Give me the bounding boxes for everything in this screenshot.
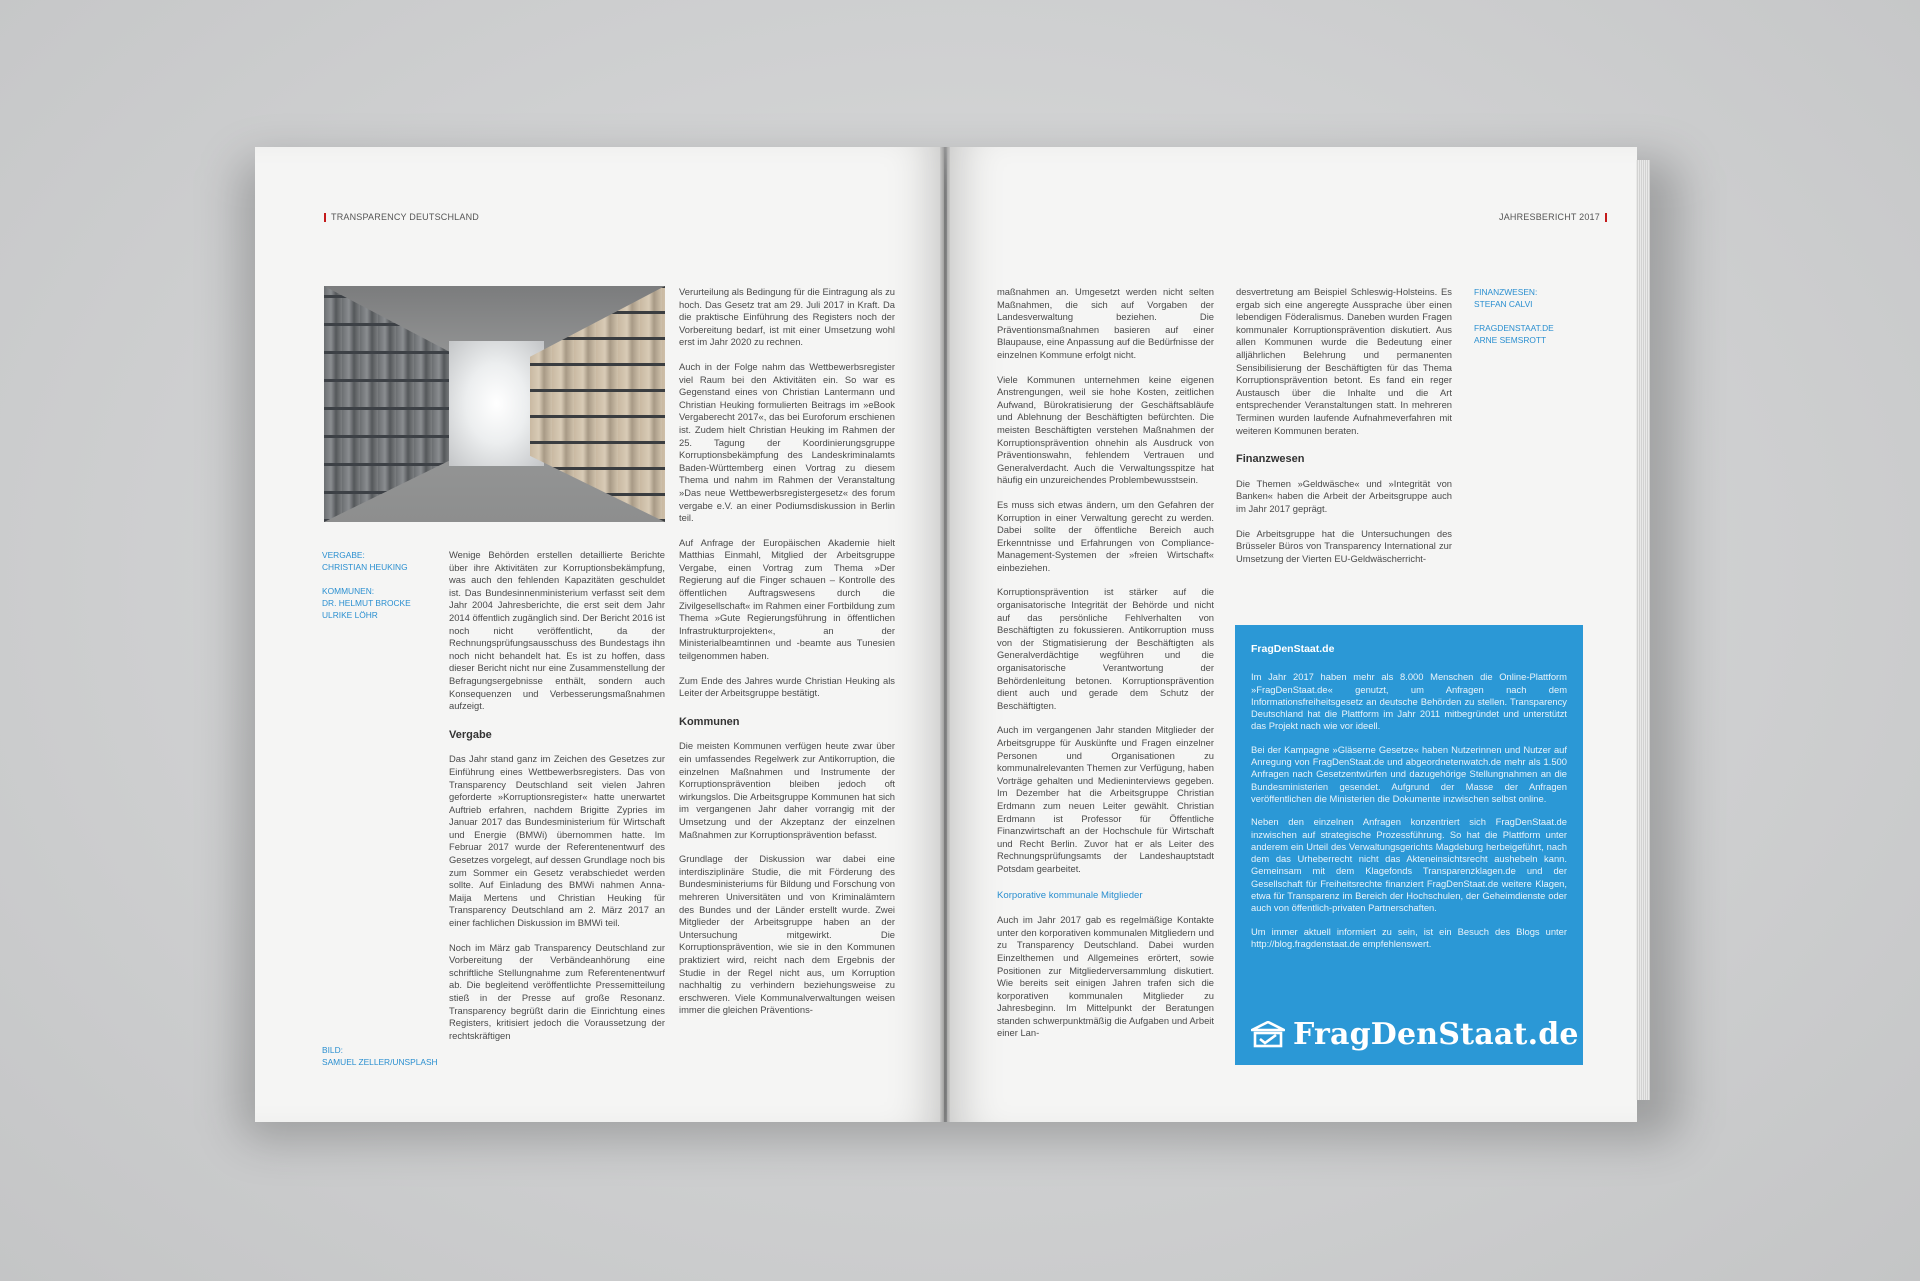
aisle-light: [449, 341, 544, 466]
paragraph: Die Arbeitsgruppe hat die Untersuchungen des Brüsseler Büros von Transparency International zur Umsetzung der Vierten EU-Geldwäscherricht-: [1236, 527, 1452, 564]
building-icon: [1251, 1021, 1285, 1049]
paragraph: Auch im vergangenen Jahr standen Mitglieder der Arbeitsgruppe für Auskünfte und Fragen einzelner Personen und Organisationen zu kommunalrelevanten Themen zur Verfügung, haben Vorträge gehalten und Medieninterviews gegeben. Im Dezember hat die Arbeitsgruppe Christian Erdmann zum neuen Leiter gewählt. Christian Erdmann ist Professor für Öffentliche Finanzwirtschaft an der Hochschule für Wirtschaft und Recht Berlin. Zuvor hat er als Leiter des Rechnungsprüfungsamts der Landeshauptstadt Potsdam gearbeitet.: [997, 724, 1214, 874]
paragraph: Noch im März gab Transparency Deutschland zur Vorbereitung der Verbändeanhörung eine schriftliche Stellungnahme zum Referentenentwurf ab. Die begleitend veröffentlichte Pressemitteilung stieß in der Presse auf große Resonanz. Transparency begrüßt darin die Einrichtung eines Registers, kritisiert jedoch die Voraussetzung der rechtskräftigen: [449, 941, 665, 1041]
side-note-role: KOMMUNEN:: [322, 586, 375, 596]
paragraph: maßnahmen an. Umgesetzt werden nicht selten Maßnahmen, die sich auf Vorgaben der Landesverwaltung beziehen. Die Präventionsmaßnahmen basieren auf einer Blaupause, eine Anpassung auf die Bedürfnisse der einzelnen Kommune erfolgt nicht.: [997, 286, 1214, 360]
image-credit: [322, 1044, 442, 1068]
paragraph: Es muss sich etwas ändern, um den Gefahren der Korruption in einer Verwaltung gerecht zu werden. Dabei sollte der öffentliche Bereich auch Erkenntnisse und Erfahrungen von Compliance-Management-Systemen der »freien Wirtschaft« einbeziehen.: [997, 498, 1214, 573]
archive-shelves-photo: [324, 286, 665, 522]
spine-gutter: [940, 147, 950, 1122]
running-head-right: [1499, 212, 1607, 222]
paragraph: Viele Kommunen unternehmen keine eigenen Anstrengungen, weil sie hohe Kosten, zeitlichen Aufwand, Bürokratisierung der Geschäftsabläufe und Ablehnung der Beschäftigten befürchten. Die meisten Beschäftigten verstehen Maßnahmen der Korruptionsprävention ohnehin als Ausdruck von Präventionswahn, fehlendem Vertrauen und Generalverdacht. Auch die Verwaltungsspitze hat häufig ein unzureichendes Problembewusstsein.: [997, 373, 1214, 486]
box-title: FragDenStaat.de: [1251, 643, 1335, 655]
shelf-right: [530, 286, 665, 522]
subheading-korporative: Korporative kommunale Mitglieder: [997, 889, 1143, 901]
page-edges: [1636, 160, 1650, 1100]
logo-wordmark: FragDenStaat.de: [1293, 1016, 1579, 1052]
left-side-notes: [322, 549, 422, 621]
image-credit-label: BILD:: [322, 1045, 343, 1055]
paragraph: Grundlage der Diskussion war dabei eine interdisziplinäre Studie, die mit Förderung des Bundesministeriums für Bildung und Forschung von mehreren Universitäten und von Kriminalämtern des Bundes und der Länder erstellt wurde. Zwei Mitglieder der Arbeitsgruppe haben an der Untersuchung mitgewirkt. Die Korruptionsprävention, wie sie in den Kommunen praktiziert wird, reicht nach dem Ergebnis der Studie in der Regel nicht aus, um Korruption nachhaltig zu verhindern beziehungsweise zu erschweren. Viele Kommunalverwaltungen weisen immer die gleichen Präventions-: [679, 853, 895, 1016]
side-note-person: STEFAN CALVI: [1474, 299, 1533, 309]
image-credit-name: SAMUEL ZELLER/UNSPLASH: [322, 1057, 438, 1067]
paragraph: Auch im Jahr 2017 gab es regelmäßige Kontakte unter den korporativen kommunalen Mitgliedern und zu Transparency Deutschland. Dabei wurden Einzelthemen und Allgemeines erörtert, sowie Positionen zur Mitgliederversammlung diskutiert. Wie bereits seit einigen Jahren trafen sich die korporativen kommunalen Mitglieder zu Jahresbeginn. Im Mittelpunkt der Beratungen standen schwerpunktmäßig die Aufgaben und Arbeit einer Lan-: [997, 914, 1214, 1039]
paragraph: Im Jahr 2017 haben mehr als 8.000 Menschen die Online-Plattform »FragDenStaat.de« genutzt, um Anfragen nach dem Informationsfreiheitsgesetz an deutsche Behörden zu stellen. Transparency Deutschland hat die Plattform im Jahr 2011 mitbegründet und unterstützt das Projekt nach wie vor ideell.: [1251, 671, 1567, 732]
paragraph: Das Jahr stand ganz im Zeichen des Gesetzes zur Einführung eines Wettbewerbsregisters. Das von Transparency Deutschland seit vielen Jahren geforderte »Korruptionsregister« hatte unerwartet Auftrieb erfahren, nachdem Brigitte Zypries im Januar 2017 das Bundesministerium für Wirtschaft und Energie (BMWi) übernommen hatte. Im Februar 2017 wurde der Referentenentwurf des Gesetzes vorgelegt, auf dessen Grundlage noch bis zum Sommer ein Gesetz verabschiedet werden sollte. Auf Einladung des BMWi nahmen Anna-Maija Mertens und Christian Heuking für Transparency Deutschland am 2. März 2017 an einer fachlichen Diskussion im BMWi teil.: [449, 753, 665, 929]
paragraph: Auch in der Folge nahm das Wettbewerbsregister viel Raum bei den Aktivitäten ein. So war es Gegenstand eines von Christian Lantermann und Christian Heuking formulierten Beitrags im »eBook Vergaberecht 2017«, das bei Euroforum erschienen ist. Zudem hielt Christian Heuking im Rahmen der 25. Tagung der Koordinierungsgruppe Korruptionsbekämpfung des Landeskriminalamts Baden-Württemberg einen Vortrag zu diesem Thema und nahm im Rahmen der Veranstaltung »Das neue Wettbewerbsregistergesetz« des forum vergabe e.V. an einer Podiumsdiskussion in Berlin teil.: [679, 360, 895, 524]
side-note-role: FRAGDENSTAAT.DE: [1474, 323, 1554, 333]
paragraph: Wenige Behörden erstellen detaillierte Berichte über ihre Aktivitäten zur Korruptionsbekämpfung, was auch den fehlenden Kapazitäten geschuldet ist. Das Bundesinnenministerium verfasst seit dem Jahr 2004 Jahresberichte, die erst seit dem Jahr 2014 öffentlich zugänglich sind. Der Bericht 2016 ist noch nicht veröffentlicht, da der Rechnungsprüfungsausschuss des Bundestags ihn noch nicht behandelt hat. Es ist zu hoffen, dass dieser Bericht nicht nur eine Zusammenstellung der Befragungsergebnisse enthält, sondern auch Konsequenzen und Verbesserungsmaßnahmen aufzeigt.: [449, 549, 665, 712]
left-column-2: [679, 286, 895, 1029]
paragraph: Bei der Kampagne »Gläserne Gesetze« haben Nutzerinnen und Nutzer auf Anregung von FragDenStaat.de und abgeordnetenwatch.de mehr als 1.500 Anfragen nach Gesetzentwürfen und dazugehörige Stellungnahmen an die Bundesministerien gesendet. Aufgrund der Masse der Anfragen veröffentlichen die Ministerien die Dokumente inzwischen selbst online.: [1251, 743, 1567, 804]
paragraph: Auf Anfrage der Europäischen Akademie hielt Matthias Einmahl, Mitglied der Arbeitsgruppe Vergabe, einen Vortrag zum Thema »Der Regierung auf die Finger schauen – Kontrolle des öffentlichen Auftragswesens durch die Zivilgesellschaft« im Rahmen einer Fortbildung zum Thema »Gute Regierungsführung in öffentlichen Infrastrukturprojekten«, an der Ministerialbeamtinnen und -beamte aus Tunesien teilgenommen haben.: [679, 536, 895, 662]
left-column-1: [449, 549, 665, 1054]
right-column-1: [997, 286, 1214, 1052]
red-mark: [324, 213, 326, 222]
paragraph: Korruptionsprävention ist stärker auf die organisatorische Integrität der Behörde und nicht auf das persönliche Fehlverhalten von Beschäftigten zu fokussieren. Antikorruption muss von der Stigmatisierung der Beschäftigten als Generalverdächtige wegführen und die organisatorische Verantwortung der Behördenleitung betonen. Korruptionsprävention dient auch und gerade dem Schutz der Beschäftigten.: [997, 586, 1214, 711]
running-head-text: TRANSPARENCY DEUTSCHLAND: [331, 212, 479, 222]
fragdenstaat-logo: [1251, 1016, 1579, 1052]
fragdenstaat-box: [1235, 625, 1583, 1065]
running-head-left: [324, 212, 479, 222]
side-note-person: CHRISTIAN HEUKING: [322, 562, 408, 572]
paragraph: Neben den einzelnen Anfragen konzentriert sich FragDenStaat.de inzwischen auf strategische Prozessführung. So hat die Plattform unter anderem ein Urteil des Verwaltungsgerichts Magdeburg herbeigeführt, nach dem das Urheberrecht nicht das Akteneinsichtsrecht aushebeln kann. Gemeinsam mit dem Klagefonds Transparenzklagen.de und der Gesellschaft für Freiheitsrechte finanziert FragDenStaat.de weitere Klagen, etwa für Transparenz im Bereich der Hochschulen, der Geheimdienste oder auch von öffentlich-privaten Partnerschaften.: [1251, 816, 1567, 914]
paragraph: desvertretung am Beispiel Schleswig-Holsteins. Es ergab sich eine angeregte Aussprache über einen lebendigen Föderalismus. Daneben wurden Fragen kommunaler Korruptionsprävention diskutiert. Aus allen Kommunen wurde die Bedeutung einer alljährlichen Belehrung und permanenten Sensibilisierung der Beschäftigten für das Thema Korruptionsprävention betont. Es fand ein reger Austausch über die Inhalte und die Art entsprechender Veranstaltungen statt. In mehreren Terminen wurden laufende Aufnahmeverfahren mit weiteren Kommunen beraten.: [1236, 286, 1452, 436]
paragraph: Um immer aktuell informiert zu sein, ist ein Besuch des Blogs unter http://blog.fragdenstaat.de empfehlenswert.: [1251, 925, 1567, 949]
side-note-person: ARNE SEMSROTT: [1474, 335, 1547, 345]
section-heading-kommunen: Kommunen: [679, 715, 740, 728]
side-note-role: FINANZWESEN:: [1474, 287, 1538, 297]
side-note-person: ULRIKE LÖHR: [322, 610, 378, 620]
paragraph: Zum Ende des Jahres wurde Christian Heuking als Leiter der Arbeitsgruppe bestätigt.: [679, 674, 895, 699]
right-page: [947, 147, 1637, 1122]
paragraph: Verurteilung als Bedingung für die Eintragung als zu hoch. Das Gesetz trat am 29. Juli 2017 in Kraft. Da die praktische Einführung des Registers noch der Vorbereitung bedarf, ist mit einer Umsetzung wohl erst im Jahr 2020 zu rechnen.: [679, 286, 895, 348]
right-column-2: [1236, 286, 1452, 577]
paragraph: Die meisten Kommunen verfügen heute zwar über ein umfassendes Regelwerk zur Antikorruption, die einzelnen Maßnahmen und Instrumente der Korruptionsprävention bleiben jedoch oft wirkungslos. Die Arbeitsgruppe Kommunen hat sich im vergangenen Jahr daher vorrangig mit der Umsetzung und der Akzeptanz der einzelnen Maßnahmen zur Korruptionsprävention befasst.: [679, 740, 895, 840]
section-heading-vergabe: Vergabe: [449, 728, 492, 741]
left-page: [255, 147, 944, 1122]
paragraph: Die Themen »Geldwäsche« und »Integrität von Banken« haben die Arbeit der Arbeitsgruppe auch im Jahr 2017 geprägt.: [1236, 477, 1452, 514]
running-head-text: JAHRESBERICHT 2017: [1499, 212, 1600, 222]
side-note-person: DR. HELMUT BROCKE: [322, 598, 411, 608]
right-side-notes: [1474, 286, 1574, 346]
red-mark: [1605, 213, 1607, 222]
shelf-left: [324, 286, 459, 522]
side-note-role: VERGABE:: [322, 550, 365, 560]
section-heading-finanzwesen: Finanzwesen: [1236, 453, 1305, 466]
